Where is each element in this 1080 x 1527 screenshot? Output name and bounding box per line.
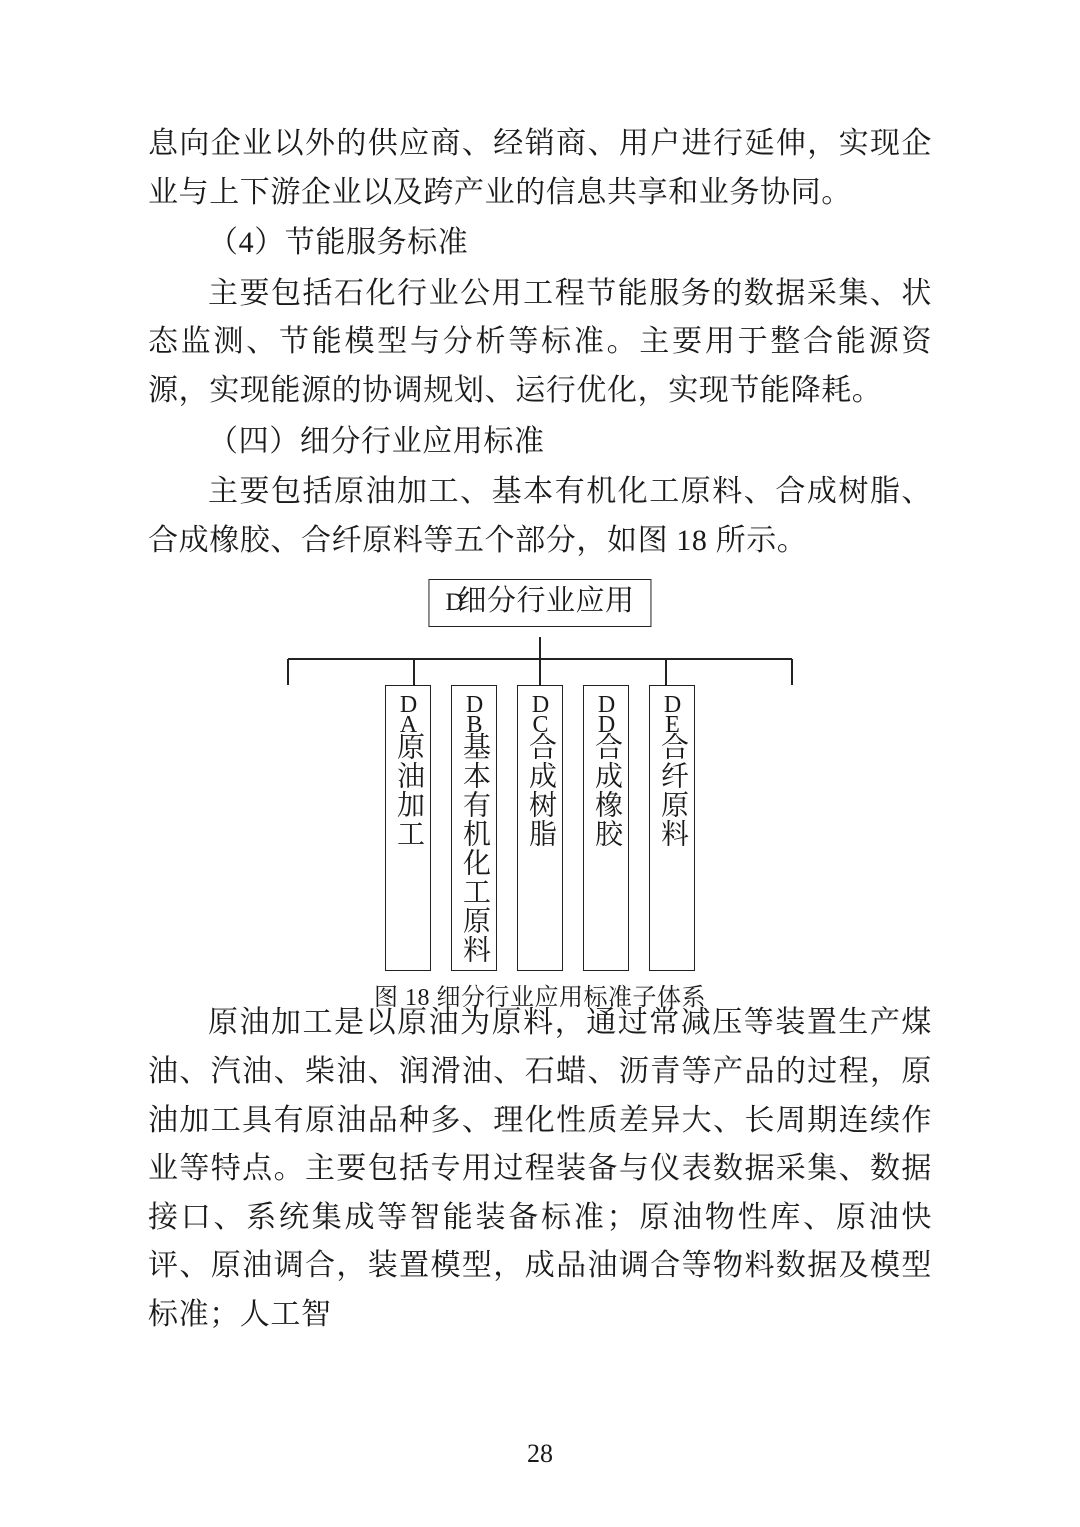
diagram-node-dc (517, 685, 563, 971)
diagram-node-de (649, 685, 695, 971)
paragraph-body: 主要包括石化行业公用工程节能服务的数据采集、状态监测、节能模型与分析等标准。主要用于整合能源资源，实现能源的协调规划、运行优化，实现节能降耗。 (148, 276, 932, 407)
diagram-node-de-label: 合纤原料 (657, 732, 688, 849)
diagram-node-dd-label: 合成橡胶 (591, 732, 622, 849)
diagram-node-da-code: DA (395, 692, 422, 733)
paragraph-body: 息向企业以外的供应商、经销商、用户进行延伸，实现企业与上下游企业以及跨产业的信息共享和业务协同。 (148, 127, 932, 209)
diagram-node-db (451, 685, 497, 971)
diagram-root-code: D (445, 589, 462, 617)
diagram-node-dc-label: 合成树脂 (525, 732, 556, 849)
diagram-root-label: 细分行业应用 (457, 585, 635, 618)
paragraph-body: 主要包括原油加工、基本有机化工原料、合成树脂、合成橡胶、合纤原料等五个部分，如图 18 所示。 (148, 475, 932, 557)
figure-18 (148, 579, 932, 1012)
paragraph-heading-section: （四）细分行业应用标准 (208, 424, 545, 458)
diagram-hierarchy (148, 579, 932, 975)
diagram-node-de-code: DE (659, 692, 686, 733)
diagram-node-dc-code: DC (527, 692, 554, 733)
paragraph-body: 原油加工是以原油为原料，通过常减压等装置生产煤油、汽油、柴油、润滑油、石蜡、沥青等产品的过程，原油加工具有原油品种多、理化性质差异大、长周期连续作业等特点。主要包括专用过程装备与仪表数据采集、数据接口、系统集成等智能装备标准；原油物性库、原油快评、原油调合，装置模型，成品油调合等物料数据及模型标准；人工智 (148, 1006, 932, 1331)
page-number: 28 (527, 1439, 553, 1468)
figure-caption: 图 18 细分行业应用标准子体系 (374, 985, 706, 1012)
diagram-node-db-code: DB (461, 692, 488, 733)
diagram-node-da (385, 685, 431, 971)
diagram-node-dd-code: DD (593, 692, 620, 733)
diagram-node-dd (583, 685, 629, 971)
paragraph-heading-4: （4）节能服务标准 (208, 226, 469, 260)
diagram-node-da-label: 原油加工 (393, 732, 424, 849)
diagram-root-node (428, 579, 651, 627)
diagram-leaf-row (148, 685, 932, 971)
diagram-node-db-label: 基本有机化工原料 (459, 732, 490, 965)
